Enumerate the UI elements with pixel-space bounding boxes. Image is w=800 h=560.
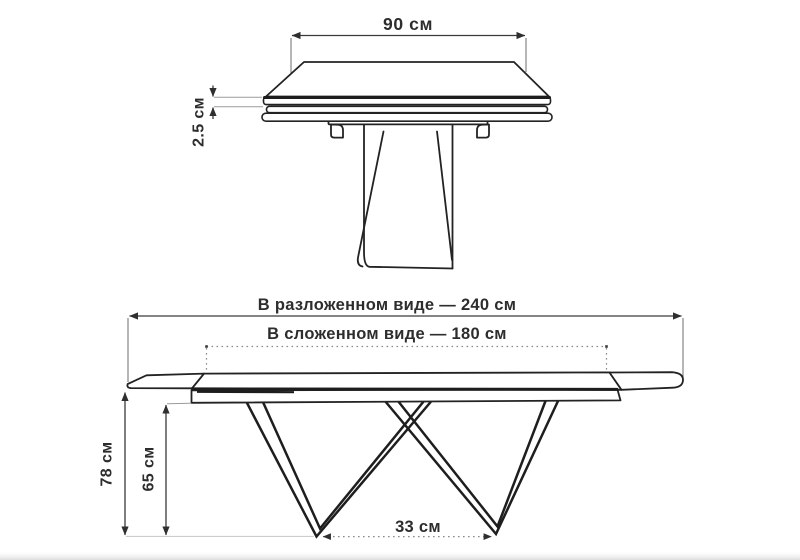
folded-180-endpoint-right <box>605 345 608 348</box>
top-view <box>191 14 553 269</box>
bracket-left <box>331 125 343 138</box>
folded-tabletop <box>262 62 552 121</box>
dimension-folded-180 <box>205 325 608 375</box>
pedestal <box>358 125 453 269</box>
legs <box>246 401 558 537</box>
extended-240-label: В разложенном виде — 240 см <box>257 296 517 314</box>
folded-180-label: В сложенном виде — 180 см <box>267 325 507 343</box>
thickness-25-label: 2.5 см <box>190 97 208 147</box>
underframe <box>329 121 490 138</box>
right-v-leg-outer <box>385 401 558 534</box>
tabletop-side <box>127 372 683 403</box>
pedestal-inner-slant-left <box>358 132 384 267</box>
folded-180-endpoint-left <box>205 345 208 348</box>
left-v-leg-outer <box>246 401 432 537</box>
tabletop-front-edge-side <box>193 389 618 390</box>
pedestal-inner-slant-right <box>437 132 452 261</box>
bracket-right <box>477 125 489 138</box>
underframe-65-label: 65 см <box>140 446 158 492</box>
extension-leaf-right <box>610 372 684 390</box>
slab-layer-2 <box>267 106 548 112</box>
width-90-label: 90 см <box>382 14 434 34</box>
dimension-height-78 <box>99 393 126 536</box>
slab-layer-3 <box>262 113 552 121</box>
dimension-thickness-25 <box>191 86 264 147</box>
bottom-edge-fade <box>0 550 800 560</box>
main-top-slab <box>192 372 622 389</box>
dimension-underframe-65 <box>141 403 191 535</box>
height-78-label: 78 см <box>98 441 116 487</box>
leg-spread-33-label: 33 см <box>395 518 441 536</box>
tabletop-surface <box>266 62 549 97</box>
side-view <box>99 296 684 537</box>
right-v-leg-inner <box>398 401 546 527</box>
extension-leaf-left <box>127 374 204 389</box>
